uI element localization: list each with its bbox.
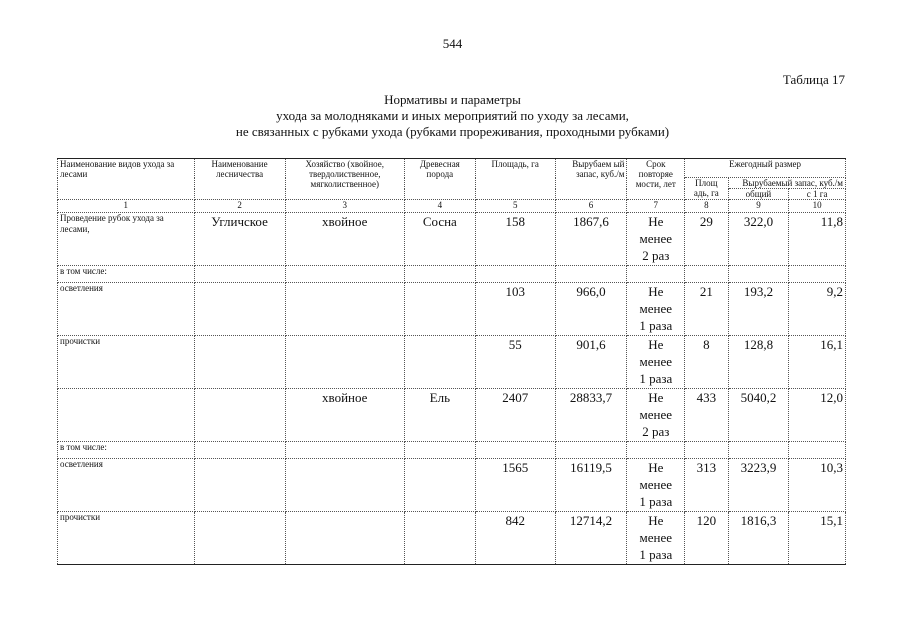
cell-annual-total: 3223,9 bbox=[728, 459, 789, 512]
cell-area bbox=[475, 442, 555, 459]
cell-area: 2407 bbox=[475, 389, 555, 442]
cell-annual-per-ha: 15,1 bbox=[789, 512, 846, 565]
cell-species bbox=[404, 266, 475, 283]
period-text: Не менее 2 раз bbox=[639, 390, 673, 439]
cell-work-type: осветления bbox=[58, 283, 195, 336]
cell-economy bbox=[285, 442, 404, 459]
cell-volume: 12714,2 bbox=[555, 512, 627, 565]
cell-forestry bbox=[194, 389, 285, 442]
table-row bbox=[58, 459, 846, 512]
header-col1: Наименование видов ухода за лесами bbox=[58, 159, 195, 200]
cell-area: 842 bbox=[475, 512, 555, 565]
header-col2: Наименование лесничества bbox=[194, 159, 285, 200]
cell-period bbox=[627, 283, 685, 336]
cell-annual-area bbox=[685, 442, 728, 459]
header-col4: Древесная порода bbox=[404, 159, 475, 200]
cell-area: 1565 bbox=[475, 459, 555, 512]
period-text: Не менее 1 раза bbox=[639, 513, 673, 562]
cell-economy: хвойное bbox=[285, 213, 404, 266]
cell-annual-total: 322,0 bbox=[728, 213, 789, 266]
cell-annual-area: 21 bbox=[685, 283, 728, 336]
page-number: 544 bbox=[442, 36, 463, 51]
cell-work-type: в том числе: bbox=[58, 442, 195, 459]
cell-annual-area: 29 bbox=[685, 213, 728, 266]
cell-volume: 1867,6 bbox=[555, 213, 627, 266]
header-col3: Хозяйство (хвойное, твердолиственное, мягколиственное) bbox=[285, 159, 404, 200]
cell-species bbox=[404, 283, 475, 336]
header-volume-group: Вырубаемый запас, куб./м bbox=[728, 178, 845, 189]
period-text: Не менее 1 раза bbox=[639, 284, 673, 333]
cell-forestry bbox=[194, 283, 285, 336]
header-col5: Площадь, га bbox=[475, 159, 555, 200]
table-label: Таблица 17 bbox=[782, 72, 845, 87]
table-row bbox=[58, 442, 846, 459]
title-line: не связанных с рубками ухода (рубками прореживания, проходными рубками) bbox=[235, 124, 670, 139]
cell-volume: 28833,7 bbox=[555, 389, 627, 442]
header-col7: Срок повторяе мости, лет bbox=[627, 159, 685, 200]
cell-annual-per-ha: 9,2 bbox=[789, 283, 846, 336]
header-col6: Вырубаем ый запас, куб./м bbox=[555, 159, 627, 200]
period-text: Не менее 2 раз bbox=[639, 214, 673, 263]
header-col10: с 1 га bbox=[789, 189, 846, 200]
title-line: Нормативы и параметры bbox=[384, 92, 521, 107]
cell-period bbox=[627, 459, 685, 512]
cell-annual-total bbox=[728, 442, 789, 459]
cell-annual-total: 193,2 bbox=[728, 283, 789, 336]
header-annual-group: Ежегодный размер bbox=[685, 159, 846, 178]
column-number: 6 bbox=[555, 200, 627, 213]
table-row bbox=[58, 283, 846, 336]
norms-table bbox=[57, 158, 846, 565]
cell-economy bbox=[285, 336, 404, 389]
cell-annual-per-ha bbox=[789, 442, 846, 459]
table-body bbox=[58, 159, 846, 565]
cell-area: 158 bbox=[475, 213, 555, 266]
table-row bbox=[58, 336, 846, 389]
cell-period bbox=[627, 266, 685, 283]
cell-annual-area: 120 bbox=[685, 512, 728, 565]
cell-species bbox=[404, 442, 475, 459]
cell-economy bbox=[285, 512, 404, 565]
cell-annual-per-ha: 16,1 bbox=[789, 336, 846, 389]
cell-work-type bbox=[58, 389, 195, 442]
cell-annual-per-ha bbox=[789, 266, 846, 283]
cell-period bbox=[627, 336, 685, 389]
cell-forestry bbox=[194, 336, 285, 389]
cell-annual-per-ha: 12,0 bbox=[789, 389, 846, 442]
cell-species: Сосна bbox=[404, 213, 475, 266]
table-title bbox=[0, 92, 905, 140]
header-col8: Площ адь, га bbox=[685, 178, 728, 200]
cell-period bbox=[627, 213, 685, 266]
cell-volume bbox=[555, 442, 627, 459]
cell-economy bbox=[285, 459, 404, 512]
cell-work-type: Проведение рубок ухода за лесами, bbox=[58, 213, 195, 266]
cell-annual-area: 433 bbox=[685, 389, 728, 442]
column-number: 7 bbox=[627, 200, 685, 213]
table-row bbox=[58, 512, 846, 565]
column-number-row bbox=[58, 200, 846, 213]
period-text: Не менее 1 раза bbox=[639, 337, 673, 386]
cell-forestry: Угличское bbox=[194, 213, 285, 266]
column-number: 9 bbox=[728, 200, 789, 213]
cell-economy: хвойное bbox=[285, 389, 404, 442]
table-row bbox=[58, 389, 846, 442]
cell-forestry bbox=[194, 442, 285, 459]
title-line: ухода за молодняками и иных мероприятий по уходу за лесами, bbox=[276, 108, 629, 123]
period-text: Не менее 1 раза bbox=[639, 460, 673, 509]
table-row bbox=[58, 266, 846, 283]
cell-species: Ель bbox=[404, 389, 475, 442]
header-col9: общий bbox=[728, 189, 789, 200]
cell-annual-total bbox=[728, 266, 789, 283]
column-number: 8 bbox=[685, 200, 728, 213]
cell-period bbox=[627, 442, 685, 459]
cell-annual-area: 8 bbox=[685, 336, 728, 389]
table-row bbox=[58, 213, 846, 266]
cell-period bbox=[627, 389, 685, 442]
cell-volume bbox=[555, 266, 627, 283]
cell-forestry bbox=[194, 459, 285, 512]
cell-volume: 966,0 bbox=[555, 283, 627, 336]
cell-area: 103 bbox=[475, 283, 555, 336]
cell-work-type: осветления bbox=[58, 459, 195, 512]
cell-annual-total: 1816,3 bbox=[728, 512, 789, 565]
column-number: 2 bbox=[194, 200, 285, 213]
cell-annual-area bbox=[685, 266, 728, 283]
column-number: 1 bbox=[58, 200, 195, 213]
cell-annual-per-ha: 11,8 bbox=[789, 213, 846, 266]
cell-annual-per-ha: 10,3 bbox=[789, 459, 846, 512]
cell-annual-total: 128,8 bbox=[728, 336, 789, 389]
cell-volume: 16119,5 bbox=[555, 459, 627, 512]
cell-forestry bbox=[194, 266, 285, 283]
cell-area: 55 bbox=[475, 336, 555, 389]
cell-area bbox=[475, 266, 555, 283]
cell-species bbox=[404, 512, 475, 565]
column-number: 10 bbox=[789, 200, 846, 213]
cell-economy bbox=[285, 266, 404, 283]
cell-species bbox=[404, 336, 475, 389]
cell-species bbox=[404, 459, 475, 512]
header-row bbox=[58, 159, 846, 178]
cell-work-type: прочистки bbox=[58, 512, 195, 565]
cell-annual-total: 5040,2 bbox=[728, 389, 789, 442]
column-number: 5 bbox=[475, 200, 555, 213]
column-number: 4 bbox=[404, 200, 475, 213]
cell-work-type: в том числе: bbox=[58, 266, 195, 283]
column-number: 3 bbox=[285, 200, 404, 213]
cell-work-type: прочистки bbox=[58, 336, 195, 389]
cell-economy bbox=[285, 283, 404, 336]
cell-annual-area: 313 bbox=[685, 459, 728, 512]
cell-period bbox=[627, 512, 685, 565]
cell-forestry bbox=[194, 512, 285, 565]
cell-volume: 901,6 bbox=[555, 336, 627, 389]
